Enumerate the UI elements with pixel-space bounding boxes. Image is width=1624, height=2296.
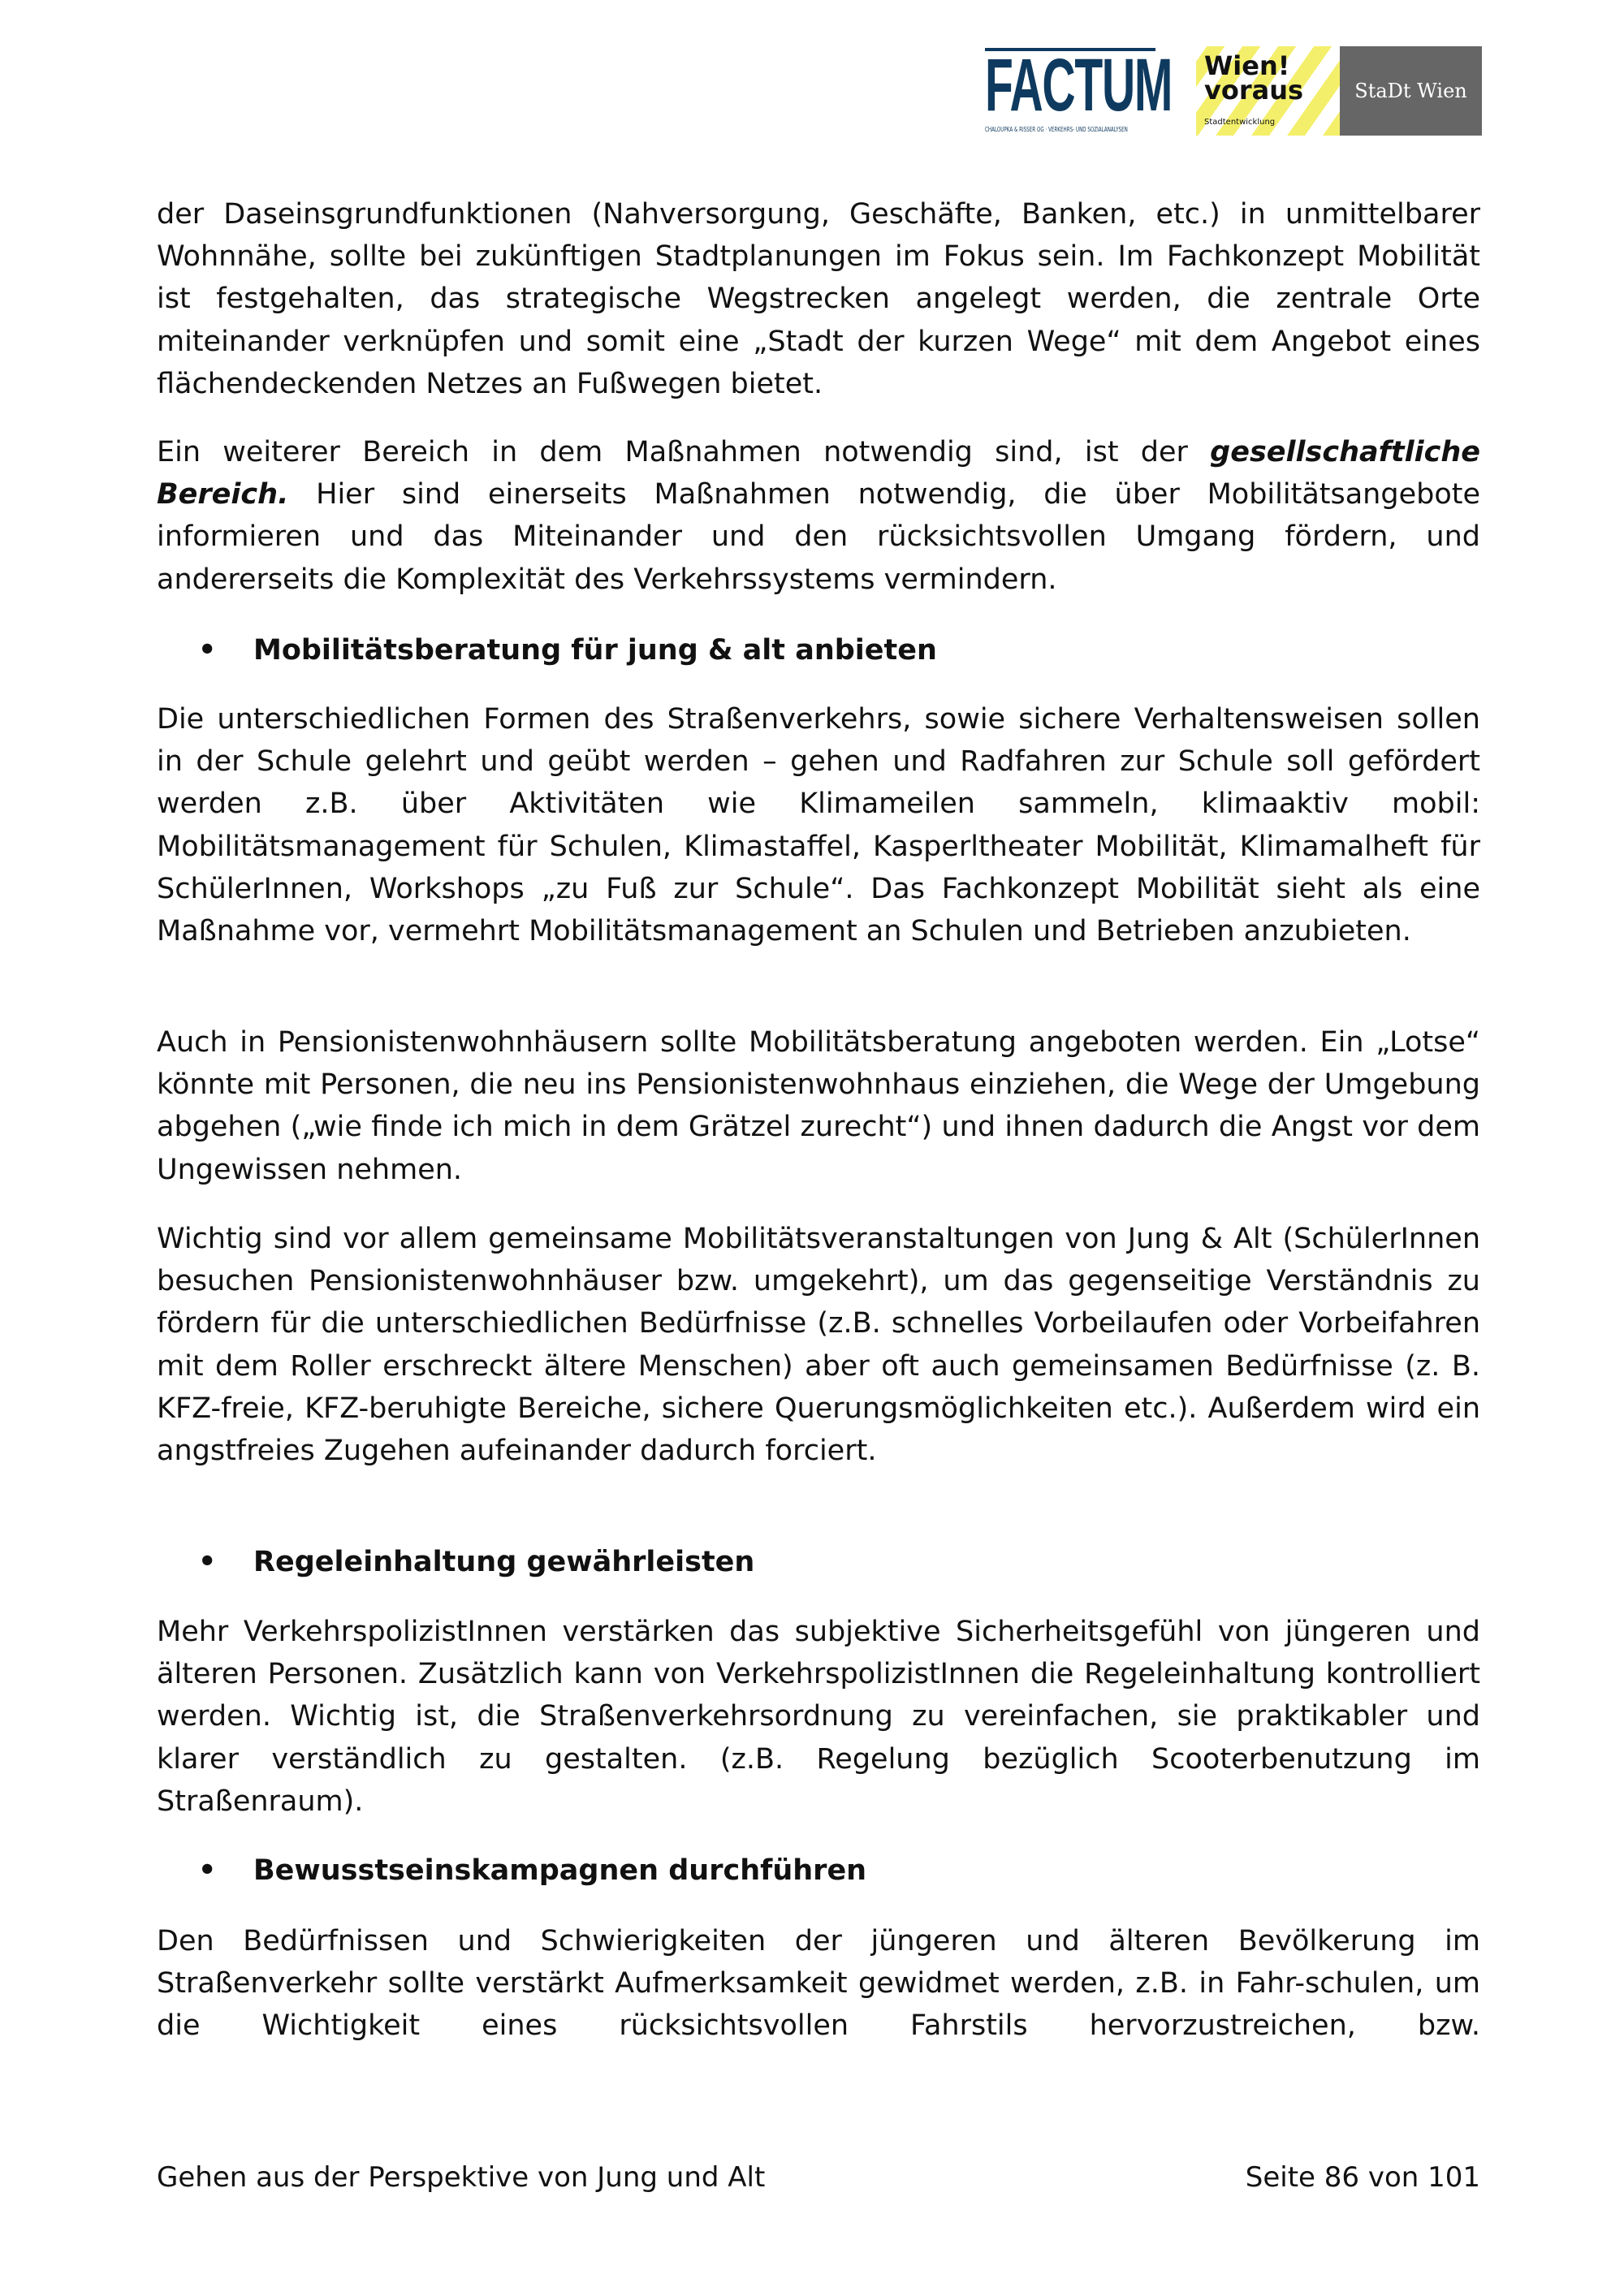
wien-voraus-line1: Wien! [1204,50,1290,81]
paragraph: Den Bedürfnissen und Schwierigkeiten der jüngeren und älteren Bevölkerung im Straßenverkehr sollte verstärkt Aufmerksamkeit gewidmet werden, z.B. in Fahr-schulen, um die Wichtigkeit eines rücksichtsvollen Fahrstils hervorzustreichen, bzw. [157,1925,1480,2043]
bullet-icon: • [198,1546,217,1578]
factum-logo-subtitle: CHALOUPKA & RISSER OG · VERKEHRS- UND SOZIALANALYSEN [985,126,1128,133]
page-number: Seite 86 von 101 [1245,2161,1480,2194]
emphasis: gesellschaftliche Bereich. [157,436,1480,511]
paragraph: Mehr VerkehrspolizistInnen verstärken das subjektive Sicherheitsgefühl von jüngeren und älteren Personen. Zusätzlich kann von VerkehrspolizistInnen die Regeleinhaltung kontrolliert werden. Wichtig ist, die Straßenverkehrsordnung zu vereinfachen, sie praktikabler und klarer verständlich zu gestalten. (z.B. Regelung bezüglich Scooterbenutzung im Straßenraum). [157,1616,1480,1818]
factum-logo [985,44,1173,138]
paragraph: der Daseinsgrundfunktionen (Nahversorgung, Geschäfte, Banken, etc.) in unmittelbarer Wohnnähe, sollte bei zukünftigen Stadtplanungen im Fokus sein. Im Fachkonzept Mobilität ist festgehalten, das strategische Wegstrecken angelegt werden, die zentrale Orte miteinander verknüpfen und somit eine „Stadt der kurzen Wege“ mit dem Angebot eines flächendeckenden Netzes an Fußwegen bietet. [157,198,1480,400]
bullet-text: Bewusstseinskampagnen durchführen [253,1854,867,1887]
wien-voraus-subtitle: Stadtentwicklung [1204,118,1276,127]
paragraph: Die unterschiedlichen Formen des Straßenverkehrs, sowie sichere Verhaltensweisen sollen in der Schule gelehrt und geübt werden – gehen und Radfahren zur Schule soll gefördert werden z.B. über Aktivitäten wie Klimameilen sammeln, klimaaktiv mobil: Mobilitätsmanagement für Schulen, Klimastaffel, Kasperltheater Mobilität, Klimamalheft für SchülerInnen, Workshops „zu Fuß zur Schule“. Das Fachkonzept Mobilität sieht als eine Maßnahme vor, vermehrt Mobilitätsmanagement an Schulen und Betrieben anzubieten. [157,703,1480,948]
bullet-icon: • [198,1854,217,1887]
bullet-text: Regeleinhaltung gewährleisten [253,1546,755,1578]
page-footer [157,2161,1480,2194]
wien-voraus-logo [1196,46,1341,136]
footer-title: Gehen aus der Perspektive von Jung und Alt [157,2161,766,2194]
bullet-heading [198,629,937,671]
bullet-heading [198,1849,867,1892]
text: Hier sind einerseits Maßnahmen notwendig, die über Mobilitätsangebote informieren und das Miteinander und den rücksichtsvollen Umgang fördern, und andererseits die Komplexität des Verkehrssystems vermindern. [157,478,1480,596]
text: Ein weiterer Bereich in dem Maßnahmen notwendig sind, ist der [157,436,1211,468]
wien-voraus-line2: voraus [1204,75,1304,106]
bullet-text: Mobilitätsberatung für jung & alt anbieten [253,634,937,667]
paragraph: Auch in Pensionistenwohnhäusern sollte Mobilitätsberatung angeboten werden. Ein „Lotse“ könnte mit Personen, die neu ins Pensionistenwohnhaus einziehen, die Wege der Umgebung abgehen („wie finde ich mich in dem Grätzel zurecht“) und ihnen dadurch die Angst vor dem Ungewissen nehmen. [157,1026,1480,1186]
paragraph: Wichtig sind vor allem gemeinsame Mobilitätsveranstaltungen von Jung & Alt (SchülerInnen besuchen Pensionistenwohnhäuser bzw. umgekehrt), um das gegenseitige Verständnis zu fördern für die unterschiedlichen Bedürfnisse (z.B. schnelles Vorbeilaufen oder Vorbeifahren mit dem Roller erschreckt ältere Menschen) aber oft auch gemeinsamen Bedürfnisse (z. B. KFZ-freie, KFZ-beruhigte Bereiche, sichere Querungsmöglichkeiten etc.). Außerdem wird ein angstfreies Zugehen aufeinander dadurch forciert. [157,1223,1480,1468]
factum-logo-text: FACTUM [985,44,1173,127]
bullet-icon: • [198,634,217,667]
stadt-wien-logo [1340,46,1482,136]
paragraph [157,431,1480,601]
bullet-heading [198,1541,755,1583]
stadt-wien-text: StaDt Wien [1354,80,1467,102]
